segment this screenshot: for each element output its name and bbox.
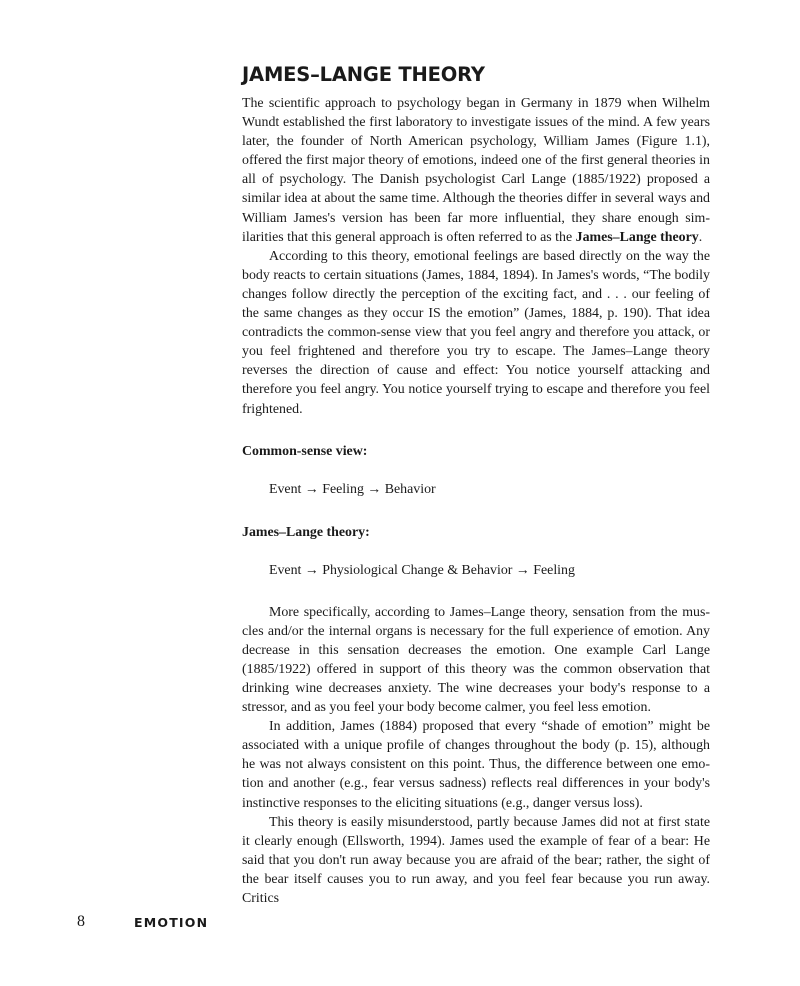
paragraph-intro-end: . bbox=[698, 229, 703, 245]
common-sense-flow: Event → Feeling → Behavior bbox=[269, 481, 436, 497]
paragraph-theory: According to this theory, emotional feelings are based directly on the way the body reacts to certain situations (James, 1884, 1894). In James's words, “The bodily changes follow directly the perception of the exciting fact, and . . . our feeling of the same changes as they occur IS the emotion” (James, 1884, p. 190). That idea contradicts the common-sense view that you feel angry and therefore you attack, or you feel frightened and therefore you try to escape. The James–Lange theory reverses the direction of cause and effect: You notice yourself attacking and therefore you feel angry. You notice yourself trying to escape and therefore you feel frightened. bbox=[242, 248, 710, 417]
page-number: 8 bbox=[77, 913, 85, 930]
page-content bbox=[242, 60, 710, 908]
common-sense-label: Common-sense view: bbox=[242, 443, 368, 459]
paragraph-intro-text: The scientific approach to psychology began in Germany in 1879 when Wilhelm Wundt established the first laboratory to investigate issues of the mind. A few years later, the founder of North American psychology, William James (Figure 1.1), offered the first major theory of emotions, indeed one of the first general theories in all of psychology. The Danish psychologist Carl Lange (1885/1922) proposed a similar idea at about the same time. Although the theories differ in several ways and William James's version has been far more influential, they share enough similarities that this general approach is often referred to as the bbox=[242, 96, 710, 245]
page-footer bbox=[0, 911, 800, 935]
section-heading: JAMES–LANGE THEORY bbox=[242, 63, 485, 86]
james-lange-label: James–Lange theory: bbox=[242, 524, 370, 540]
paragraph-specifics: More specifically, according to James–Lange theory, sensation from the muscles and/or the internal organs is necessary for the full experience of emotion. Any decrease in this sensation decreases the emotion. One example Carl Lange (1885/1922) offered in support of this theory was the common observation that drinking wine decreases anxiety. The wine decreases your body's response to a stressor, and as you feel your body become calmer, you feel less emotion. bbox=[242, 604, 710, 716]
running-head: EMOTION bbox=[134, 915, 209, 930]
james-lange-flow: Event → Physiological Change & Behavior → Feeling bbox=[269, 562, 575, 578]
paragraph-intro bbox=[242, 94, 710, 247]
paragraph-shade-of-emotion: In addition, James (1884) proposed that every “shade of emotion” might be associated with a unique profile of changes throughout the body (p. 15), although he was not always consistent on this point. Thus, the difference between one emotion and another (e.g., fear versus sadness) reflects real differences in your body's instinctive responses to the eliciting situations (e.g., danger versus loss). bbox=[242, 719, 710, 811]
key-term: James–Lange theory bbox=[575, 229, 699, 245]
paragraph-bear-example: This theory is easily misunderstood, partly because James did not at first state it clearly enough (Ellsworth, 1994). James used the example of fear of a bear: He said that you don't run away because you are afraid of the bear; rather, the sight of the bear itself causes you to run away, and you feel fear because you run away. Critics bbox=[242, 814, 710, 906]
